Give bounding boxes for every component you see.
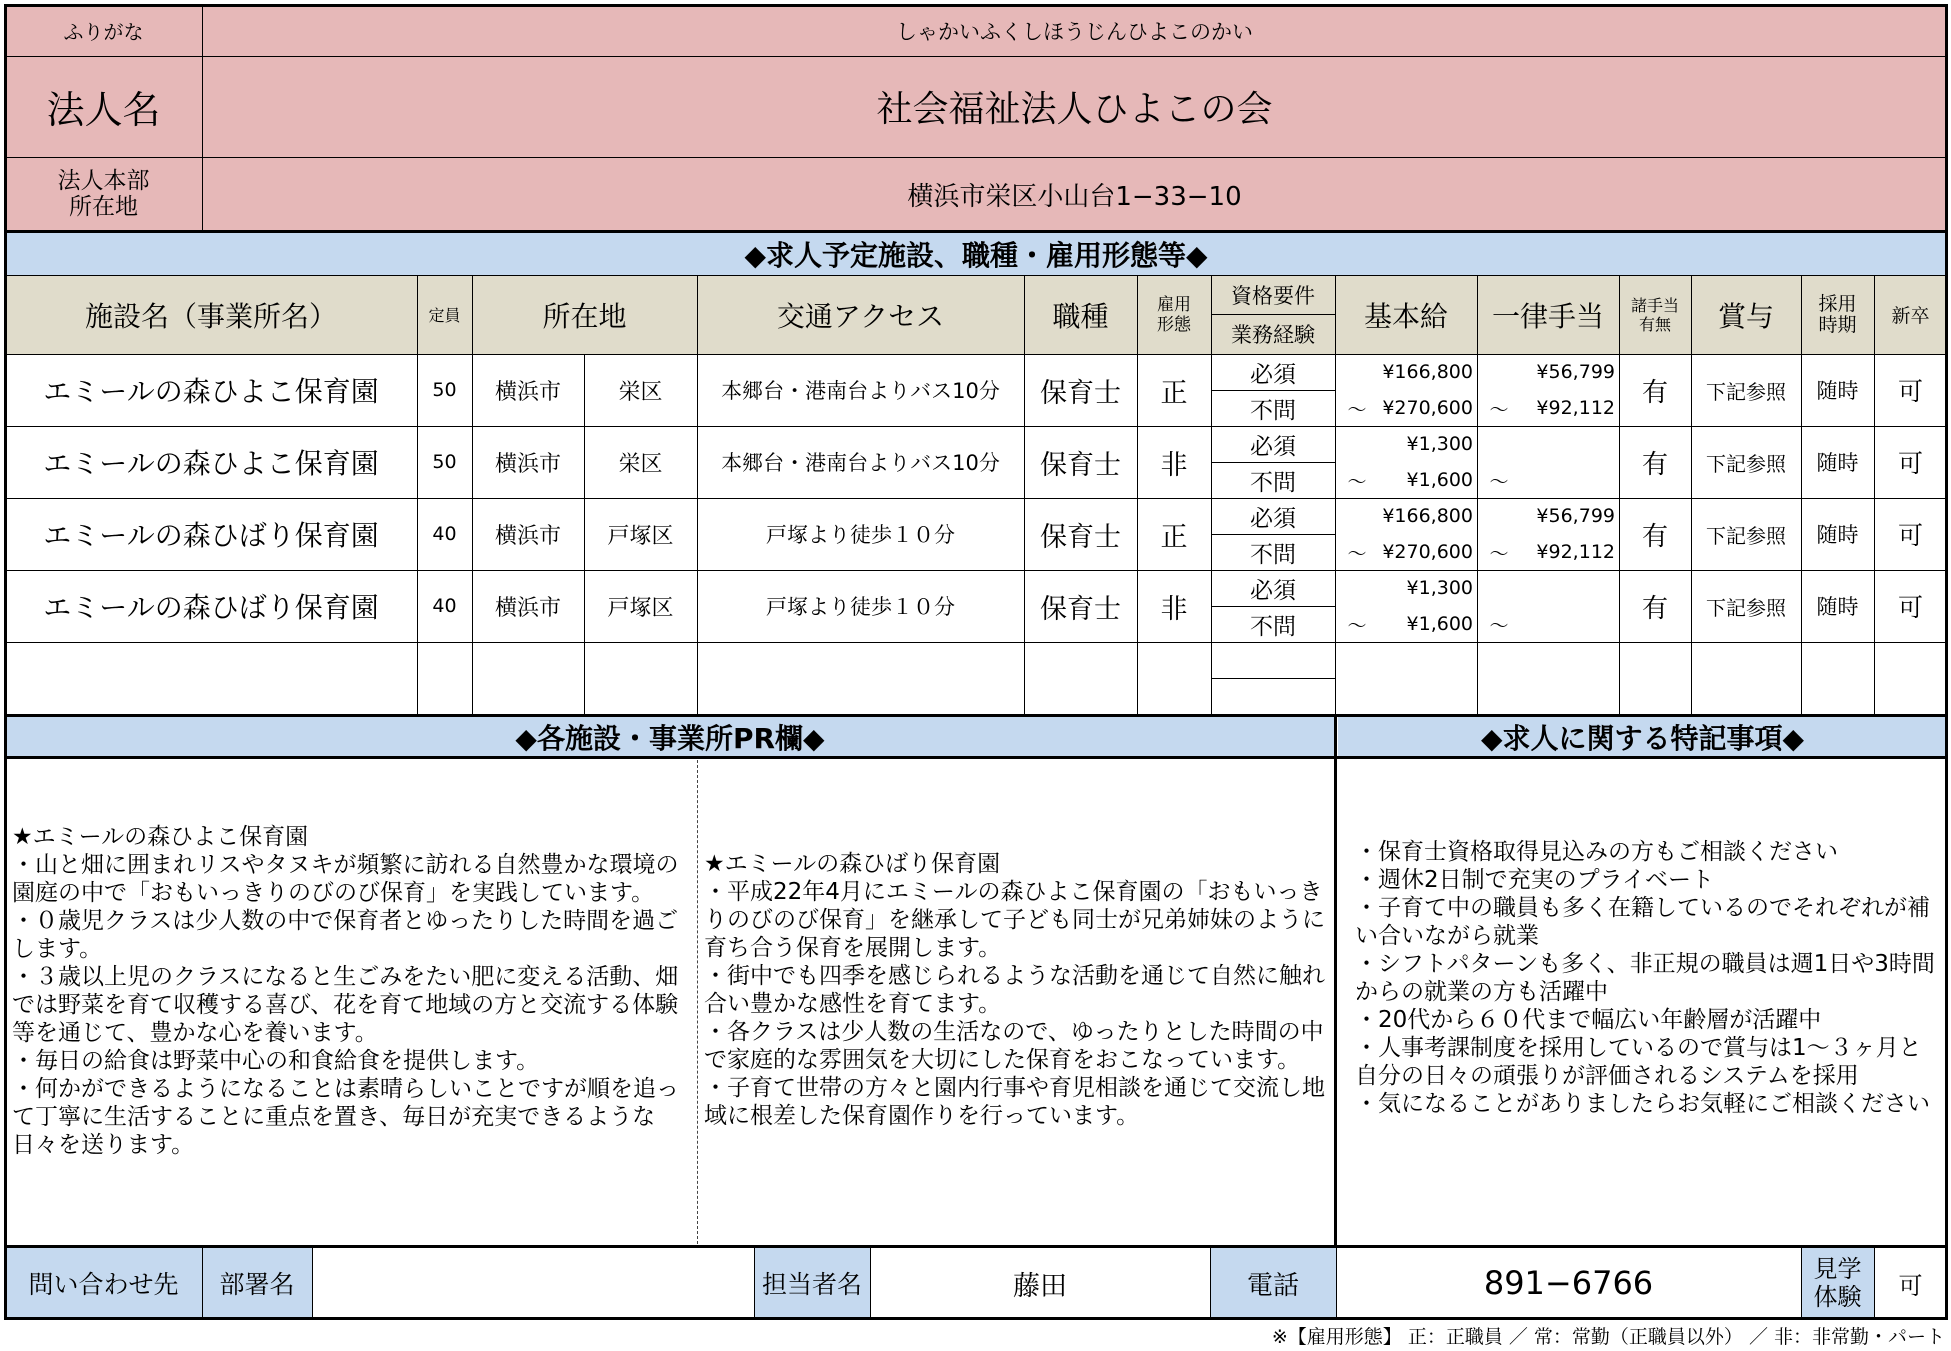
row-salary-max: ¥270,600 [1382, 541, 1473, 563]
row-hire-timing: 随時 [1816, 379, 1859, 403]
row-bonus: 下記参照 [1706, 523, 1786, 548]
row-qualification: 必須 [1250, 361, 1296, 388]
row-access: 本郷台・港南台よりバス10分 [721, 379, 1000, 403]
visit-value: 可 [1898, 1271, 1923, 1300]
th-hire-timing [1801, 275, 1874, 354]
row-new-grad: 可 [1897, 449, 1923, 478]
row-ward: 戸塚区 [607, 595, 674, 621]
row-hire-timing: 随時 [1816, 451, 1859, 475]
row-salary-max: ¥1,600 [1406, 613, 1473, 635]
row-access: 本郷台・港南台よりバス10分 [721, 451, 1000, 475]
furigana-value: しゃかいふくしほうじんひよこのかい [896, 19, 1253, 44]
th-hire-l2: 時期 [1818, 313, 1857, 336]
th-job-type: 職種 [1052, 299, 1109, 333]
th-allowance: 一律手当 [1491, 299, 1604, 333]
row-experience: 不問 [1250, 541, 1296, 568]
row-allow-tilde: ～ [1489, 470, 1509, 493]
row-hire-timing: 随時 [1816, 523, 1859, 547]
phone-label: 電話 [1210, 1248, 1336, 1318]
row-city: 横浜市 [494, 595, 561, 621]
row-bonus: 下記参照 [1706, 451, 1786, 476]
row-salary-min: ¥166,800 [1382, 505, 1473, 527]
row-experience: 不問 [1250, 613, 1296, 640]
row-job-type: 保育士 [1040, 449, 1121, 481]
row-job-type: 保育士 [1040, 593, 1121, 625]
row-facility: エミールの森ひよこ保育園 [43, 375, 379, 408]
notes-text: ・保育士資格取得見込みの方もご相談ください ・週休2日制で充実のプライベート ・子育て中の職員も多く在籍しているのでそれぞれが補い合いながら就業 ・シフトパターンも多く、非正規の職員は週1日や3時間からの就業の方も活躍中 ・20代から６０代まで幅広い年齢層が活躍中 ・人事考課制度を採用しているので賞与は1～３ヶ月と自分の日々の頑張りが評価されるシステムを採用 ・気になることがありましたらお気軽にご相談ください [1355, 839, 1935, 1117]
th-capacity: 定員 [428, 306, 461, 325]
th-qualification: 資格要件 [1231, 283, 1315, 308]
row-experience: 不問 [1250, 469, 1296, 496]
row-salary-tilde: ～ [1347, 614, 1367, 637]
th-other-allowance-l2: 有無 [1638, 314, 1671, 334]
row-salary-min: ¥1,300 [1406, 577, 1473, 599]
row-salary-min: ¥1,300 [1406, 433, 1473, 455]
address-label-line1: 法人本部 [57, 168, 150, 194]
row-salary-tilde: ～ [1347, 470, 1367, 493]
row-ward: 戸塚区 [607, 523, 674, 549]
row-new-grad: 可 [1897, 521, 1923, 550]
row-employment: 非 [1160, 593, 1188, 625]
notes-section-title: ◆求人に関する特記事項◆ [1338, 716, 1947, 757]
th-new-grad: 新卒 [1891, 305, 1930, 327]
visit-label [1801, 1248, 1874, 1318]
pr-right-text: ★エミールの森ひばり保育園 ・平成22年4月にエミールの森ひよこ保育園の「おもいっきりのびのび保育」を継承して子ども同士が兄弟姉妹のように育ち合う保育を展開します。 ・街中でも四季を感じられるような活動を通じて自然に触れ合い豊かな感性を育てます。 ・各クラスは少人数の生活なので、ゆったりとした時間の中で家庭的な雰囲気を大切にした保育をおこなっています。 ・子育て世帯の方々と園内行事や育児相談を通じて交流し地域に根差した保育園作りを行っています。 [704, 851, 1325, 1129]
row-employment: 非 [1160, 449, 1188, 481]
furigana-label: ふりがな [63, 20, 144, 44]
row-allow-max: ¥92,112 [1536, 541, 1615, 563]
address-label-line2: 所在地 [69, 194, 138, 220]
row-new-grad: 可 [1897, 377, 1923, 406]
row-salary-tilde: ～ [1347, 542, 1367, 565]
row-allow-tilde: ～ [1489, 542, 1509, 565]
th-employment [1137, 275, 1211, 354]
row-salary-min: ¥166,800 [1382, 361, 1473, 383]
th-other-allowance [1619, 275, 1691, 354]
row-facility: エミールの森ひよこ保育園 [43, 447, 379, 480]
person-value: 藤田 [1013, 1270, 1067, 1302]
th-experience: 業務経験 [1231, 323, 1315, 347]
row-ward: 栄区 [618, 451, 663, 477]
row-facility: エミールの森ひばり保育園 [43, 519, 379, 552]
row-allow-tilde: ～ [1489, 614, 1509, 637]
dept-value [312, 1248, 754, 1318]
row-experience: 不問 [1250, 397, 1296, 424]
th-employment-l2: 形態 [1157, 314, 1191, 335]
row-job-type: 保育士 [1040, 521, 1121, 553]
person-label: 担当者名 [754, 1248, 870, 1318]
row-city: 横浜市 [494, 379, 561, 405]
row-allow-min: ¥56,799 [1536, 505, 1615, 527]
th-employment-l1: 雇用 [1157, 294, 1191, 315]
row-other-allowance: 有 [1641, 521, 1668, 552]
address-label [5, 157, 202, 231]
row-other-allowance: 有 [1641, 449, 1668, 480]
row-salary-max: ¥270,600 [1382, 397, 1473, 419]
row-new-grad: 可 [1897, 593, 1923, 622]
row-access: 戸塚より徒歩１０分 [766, 595, 955, 619]
row-salary-tilde: ～ [1347, 398, 1367, 421]
row-ward: 栄区 [618, 379, 663, 405]
row-facility: エミールの森ひばり保育園 [43, 591, 379, 624]
jobs-section-title: ◆求人予定施設、職種・雇用形態等◆ [5, 233, 1947, 275]
row-qualification: 必須 [1250, 577, 1296, 604]
row-access: 戸塚より徒歩１０分 [766, 523, 955, 547]
visit-label-l2: 体験 [1813, 1283, 1862, 1311]
th-other-allowance-l1: 諸手当 [1630, 295, 1679, 315]
th-location: 所在地 [542, 299, 627, 333]
row-capacity: 50 [432, 451, 457, 473]
corp-address: 横浜市栄区小山台1−33−10 [907, 181, 1242, 212]
row-allow-tilde: ～ [1489, 398, 1509, 421]
row-qualification: 必須 [1250, 505, 1296, 532]
row-hire-timing: 随時 [1816, 595, 1859, 619]
row-capacity: 40 [432, 523, 457, 545]
th-base-salary: 基本給 [1363, 299, 1448, 333]
row-employment: 正 [1160, 521, 1188, 553]
th-hire-l1: 採用 [1818, 292, 1857, 315]
row-job-type: 保育士 [1040, 377, 1121, 409]
row-capacity: 40 [432, 595, 457, 617]
row-allow-min: ¥56,799 [1536, 361, 1615, 383]
row-city: 横浜市 [494, 523, 561, 549]
row-allow-max: ¥92,112 [1536, 397, 1615, 419]
th-access: 交通アクセス [776, 299, 945, 333]
row-city: 横浜市 [494, 451, 561, 477]
row-other-allowance: 有 [1641, 593, 1668, 624]
corp-name-label: 法人名 [46, 88, 161, 132]
row-other-allowance: 有 [1641, 377, 1668, 408]
dept-label: 部署名 [202, 1248, 312, 1318]
row-qualification: 必須 [1250, 433, 1296, 460]
row-allow-min [1477, 572, 1615, 604]
th-facility: 施設名（事業所名） [84, 299, 337, 333]
pr-section-title: ◆各施設・事業所PR欄◆ [5, 716, 1335, 757]
row-bonus: 下記参照 [1706, 595, 1786, 620]
row-allow-min [1477, 428, 1615, 460]
row-employment: 正 [1160, 377, 1188, 409]
phone-value[interactable]: 891−6766 [1483, 1264, 1654, 1302]
row-bonus: 下記参照 [1706, 379, 1786, 404]
pr-divider [697, 760, 698, 1244]
pr-left-text: ★エミールの森ひよこ保育園 ・山と畑に囲まれリスやタヌキが頻繁に訪れる自然豊かな環境の園庭の中で「おもいっきりのびのび保育」を実践しています。 ・０歳児クラスは少人数の中で保育者とゆったりした時間を過ごします。 ・３歳以上児のクラスになると生ごみをたい肥に変える活動、畑では野菜を育て収穫する喜び、花を育て地域の方と交流する体験等を通じて、豊かな心を養います。 ・毎日の給食は野菜中心の和食給食を提供します。 ・何かができるようになることは素晴らしいことですが順を追って丁寧に生活することに重点を置き、毎日が充実できるような日々を送ります。 [12, 824, 679, 1158]
contact-label: 問い合わせ先 [5, 1248, 202, 1318]
row-salary-max: ¥1,600 [1406, 469, 1473, 491]
visit-label-l1: 見学 [1813, 1255, 1862, 1283]
row-capacity: 50 [432, 379, 457, 401]
th-bonus: 賞与 [1717, 299, 1774, 333]
corp-name: 社会福祉法人ひよこの会 [876, 89, 1273, 130]
footnote: ※【雇用形態】 正：正職員 ／ 常：常勤（正職員以外） ／ 非：非常勤・パート [1271, 1326, 1945, 1348]
